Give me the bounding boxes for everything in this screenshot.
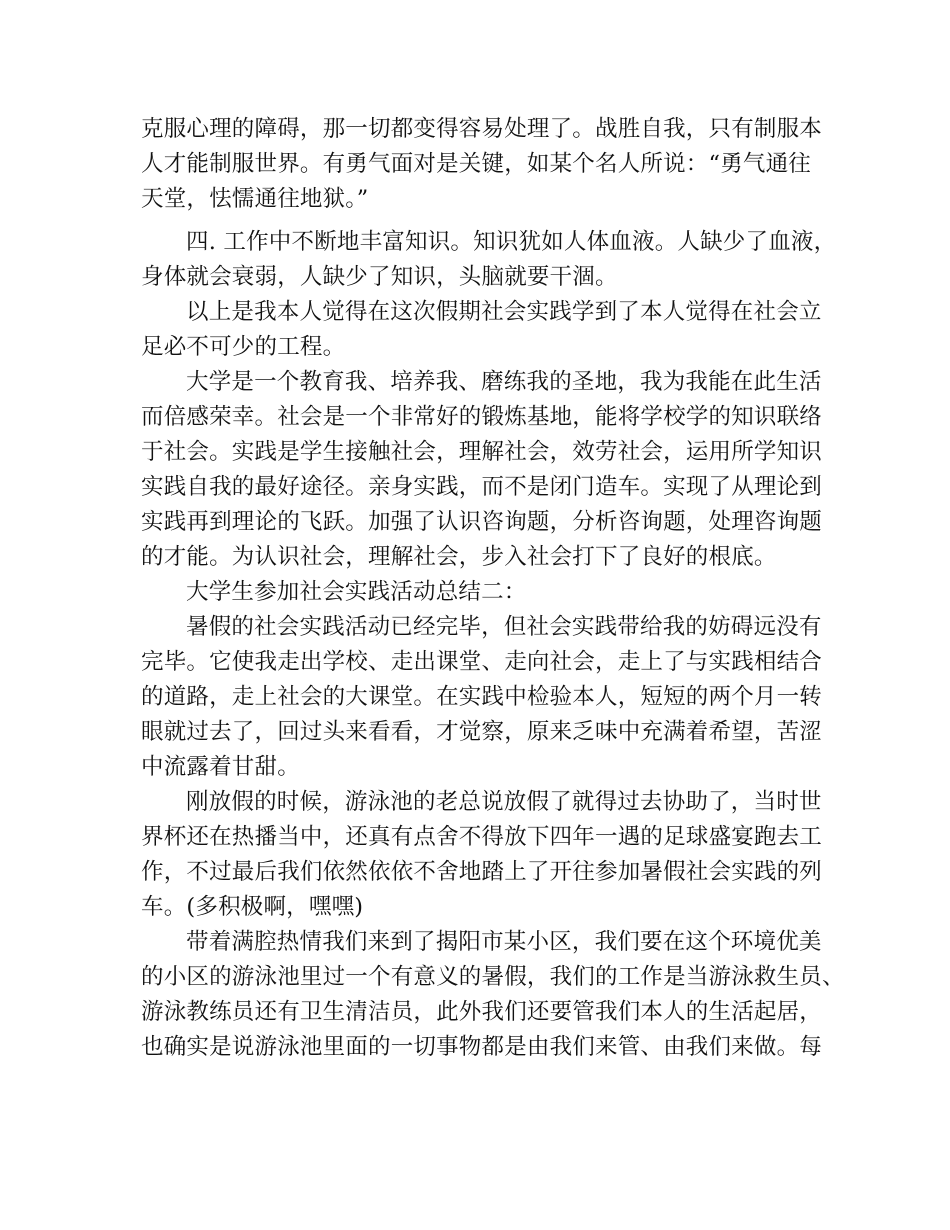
text-line: 带着满腔热情我们来到了揭阳市某小区，我们要在这个环境优美 [186,929,822,955]
text-line: 而倍感荣幸。社会是一个非常好的锻炼基地，能将学校学的知识联络 [141,404,823,430]
text-line: 身体就会衰弱，人缺少了知识，头脑就要干涸。 [141,264,618,290]
text-line: 的道路，走上社会的大课堂。在实践中检验本人，短短的两个月一转 [141,684,823,710]
text-line: 以上是我本人觉得在这次假期社会实践学到了本人觉得在社会立 [186,299,822,325]
text-line: 实践自我的最好途径。亲身实践，而不是闭门造车。实现了从理论到 [141,474,823,500]
text-line: 暑假的社会实践活动已经完毕，但社会实践带给我的妨碍远没有 [186,614,822,640]
text-line: 游泳教练员还有卫生清洁员，此外我们还要管我们本人的生活起居， [141,999,823,1025]
text-line: 眼就过去了，回过头来看看，才觉察，原来乏味中充满着希望，苦涩 [141,719,823,745]
text-line: 大学生参加社会实践活动总结二： [186,579,527,605]
text-line: 大学是一个教育我、培养我、磨练我的圣地，我为我能在此生活 [186,369,822,395]
text-line: 车。(多积极啊，嘿嘿) [141,894,364,920]
text-line: 人才能制服世界。有勇气面对是关键，如某个名人所说：“勇气通往 [141,151,812,177]
text-line: 也确实是说游泳池里面的一切事物都是由我们来管、由我们来做。每 [141,1034,823,1060]
text-line: 天堂，怯懦通往地狱。” [141,186,369,212]
text-line: 界杯还在热播当中，还真有点舍不得放下四年一遇的足球盛宴跑去工 [141,824,823,850]
text-line: 作，不过最后我们依然依依不舍地踏上了开往参加暑假社会实践的列 [141,859,823,885]
text-line: 完毕。它使我走出学校、走出课堂、走向社会，走上了与实践相结合 [141,649,823,675]
text-line: 的小区的游泳池里过一个有意义的暑假，我们的工作是当游泳救生员、 [141,964,845,990]
text-line: 刚放假的时候，游泳池的老总说放假了就得过去协助了，当时世 [186,789,822,815]
text-line: 中流露着甘甜。 [141,754,300,780]
text-line: 实践再到理论的飞跃。加强了认识咨询题，分析咨询题，处理咨询题 [141,509,823,535]
text-line: 于社会。实践是学生接触社会，理解社会，效劳社会，运用所学知识 [141,439,823,465]
text-line: 足必不可少的工程。 [141,334,346,360]
text-line: 四. 工作中不断地丰富知识。知识犹如人体血液。人缺少了血液， [186,229,837,255]
text-line: 的才能。为认识社会，理解社会，步入社会打下了良好的根底。 [141,544,777,570]
text-line: 克服心理的障碍，那一切都变得容易处理了。战胜自我，只有制服本 [141,116,823,142]
